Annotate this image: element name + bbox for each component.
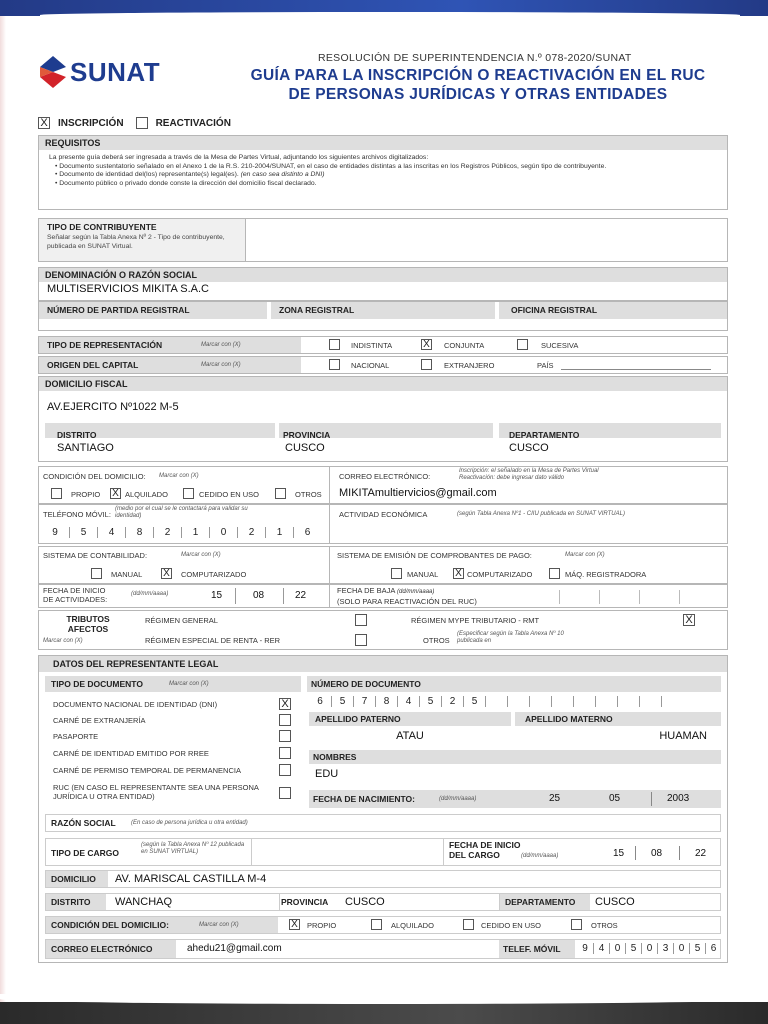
ap-paterno-label: APELLIDO PATERNO	[315, 714, 401, 724]
ap-paterno-field[interactable]: ATAU	[396, 730, 424, 742]
carne-permanencia-label: CARNÉ DE PERMISO TEMPORAL DE PERMANENCIA	[53, 766, 241, 775]
cedido-rep-checkbox[interactable]	[463, 919, 474, 930]
sucesiva-checkbox[interactable]	[517, 339, 528, 350]
capital-row	[38, 356, 728, 374]
carne-rree-checkbox[interactable]	[279, 747, 291, 759]
ruc-label: RUC (EN CASO EL REPRESENTANTE SEA UNA PERSONA JURÍDICA U OTRA ENTIDAD)	[53, 783, 259, 801]
otros-checkbox[interactable]	[275, 488, 286, 499]
nacional-label: NACIONAL	[351, 361, 390, 370]
logo-text: SUNAT	[70, 56, 161, 87]
baja-label-1	[337, 586, 477, 597]
carne-extranjeria-label: CARNÉ DE EXTRANJERÍA	[53, 716, 146, 725]
num-doc-label: NÚMERO DE DOCUMENTO	[311, 679, 421, 689]
otros-rep-checkbox[interactable]	[571, 919, 582, 930]
telefono-label: TELÉFONO MÓVIL:	[43, 510, 111, 519]
inicio-cargo-hint: (dd/mm/aaaa)	[521, 853, 559, 859]
regimen-mype-checkbox[interactable]: X	[683, 614, 695, 626]
condicion-rep-label: CONDICIÓN DEL DOMICILIO:	[51, 920, 169, 930]
tributos-label: TRIBUTOS AFECTOS	[66, 614, 110, 634]
provincia-label: PROVINCIA	[283, 430, 331, 440]
sunat-logo	[38, 52, 160, 92]
telefono-digit: 2	[237, 527, 265, 538]
regimen-general-label: RÉGIMEN GENERAL	[145, 616, 218, 625]
sistemas-row	[38, 546, 728, 584]
inicio-cargo-aa[interactable]: 22	[695, 848, 707, 859]
provincia-rep-field[interactable]: CUSCO	[345, 896, 385, 908]
title-line-1: GUÍA PARA LA INSCRIPCIÓN O REACTIVACIÓN EN EL RUC	[250, 67, 706, 84]
alquilado-label: ALQUILADO	[125, 490, 168, 499]
correo-rep-label: CORREO ELECTRÓNICO	[51, 944, 153, 954]
distrito-rep-field[interactable]: WANCHAQ	[115, 896, 173, 908]
tipo-cargo-hint: (según la Tabla Anexa Nº 12 publicada en SUNAT VIRTUAL)	[141, 842, 245, 855]
correo-rep-field[interactable]: ahedu21@gmail.com	[187, 943, 282, 954]
actividad-hint: (según Tabla Anexa Nº1 - CIIU publicada en SUNAT VIRTUAL)	[457, 511, 625, 517]
conjunta-label: CONJUNTA	[444, 341, 485, 350]
emision-computarizado-label: COMPUTARIZADO	[467, 570, 533, 579]
nacional-checkbox[interactable]	[329, 359, 340, 370]
regimen-general-checkbox[interactable]	[355, 614, 367, 626]
maquina-checkbox[interactable]	[549, 568, 560, 579]
oficina-registral-label: OFICINA REGISTRAL	[499, 302, 727, 319]
telefono-digit: 8	[125, 527, 153, 538]
contabilidad-hint: Marcar con (X)	[181, 552, 221, 558]
baja-label	[337, 586, 477, 606]
inicio-aa[interactable]: 22	[295, 590, 307, 601]
indistinta-label: INDISTINTA	[351, 341, 393, 350]
inicio-cargo-label-1: FECHA DE INICIO	[449, 840, 521, 850]
nacimiento-dd[interactable]: 25	[549, 793, 561, 804]
conjunta-checkbox[interactable]: X	[421, 339, 432, 350]
telefono-hint: (medio por el cual se le contactará para validar su identidad)	[115, 506, 248, 519]
domicilio-field[interactable]: AV.EJERCITO Nº1022 M-5	[47, 401, 179, 413]
domicilio-rep-label: DOMICILIO	[51, 874, 96, 884]
zona-registral-label: ZONA REGISTRAL	[271, 302, 495, 319]
distrito-rep-label: DISTRITO	[51, 897, 91, 907]
inicio-cargo-dd[interactable]: 15	[613, 848, 625, 859]
inicio-label	[43, 586, 107, 604]
num-doc-digit: 5	[463, 696, 485, 707]
propio-checkbox[interactable]	[51, 488, 62, 499]
contabilidad-manual-checkbox[interactable]	[91, 568, 102, 579]
tipo-cargo-label: TIPO DE CARGO	[51, 848, 120, 858]
fechas-row	[38, 584, 728, 608]
resolution-text: RESOLUCIÓN DE SUPERINTENDENCIA N.º 078-2020/SUNAT	[318, 52, 632, 64]
representacion-label: TIPO DE REPRESENTACIÓN	[47, 340, 163, 350]
condicion-rep-hint: Marcar con (X)	[199, 922, 239, 928]
baja-label-1-text: FECHA DE BAJA	[337, 586, 395, 595]
telef-rep-digits[interactable]	[577, 943, 721, 954]
condicion-label: CONDICIÓN DEL DOMICILIO:	[43, 472, 146, 481]
carne-permanencia-checkbox[interactable]	[279, 764, 291, 776]
requisito-item-3: • Documento público o privado donde conste la dirección del domicilio fiscal declarado.	[55, 179, 317, 187]
provincia-field[interactable]: CUSCO	[285, 442, 325, 454]
tramite-selector	[38, 117, 231, 129]
tipo-doc-hint: Marcar con (X)	[169, 681, 209, 687]
inicio-hint: (dd/mm/aaaa)	[131, 591, 169, 597]
otros-label: OTROS	[295, 490, 322, 499]
regimen-especial-checkbox[interactable]	[355, 634, 367, 646]
telef-digit: 0	[641, 943, 657, 954]
inicio-cargo-label-2: DEL CARGO	[449, 850, 500, 860]
extranjero-label: EXTRANJERO	[444, 361, 495, 370]
departamento-rep-label: DEPARTAMENTO	[505, 897, 576, 907]
telef-digit: 5	[625, 943, 641, 954]
ap-materno-label: APELLIDO MATERNO	[525, 714, 613, 724]
telefono-digits[interactable]	[41, 527, 321, 538]
title-line-2: DE PERSONAS JURÍDICAS Y OTRAS ENTIDADES	[288, 86, 668, 103]
telefono-digit: 6	[293, 527, 321, 538]
correo-field[interactable]: MIKITAmultiervicios@gmail.com	[339, 487, 497, 499]
condicion-hint: Marcar con (X)	[159, 473, 199, 479]
departamento-label: DEPARTAMENTO	[509, 430, 580, 440]
departamento-field[interactable]: CUSCO	[509, 442, 549, 454]
pais-label: PAÍS	[537, 361, 554, 370]
denominacion-section	[38, 267, 728, 301]
pasaporte-label: PASAPORTE	[53, 732, 99, 741]
domicilio-header: DOMICILIO FISCAL	[39, 377, 727, 391]
telef-rep-label: TELEF. MÓVIL	[503, 944, 561, 954]
inicio-cargo-mm[interactable]: 08	[651, 848, 663, 859]
pais-line[interactable]	[561, 369, 711, 370]
representacion-hint: Marcar con (X)	[201, 342, 241, 348]
alquilado-checkbox[interactable]: X	[110, 488, 121, 499]
condicion-correo-row	[38, 466, 728, 504]
capital-label: ORIGEN DEL CAPITAL	[47, 360, 139, 370]
requisito-item-2-note: (en caso sea distinto a DNI)	[240, 171, 325, 178]
capital-hint: Marcar con (X)	[201, 362, 241, 368]
nombres-field[interactable]: EDU	[315, 768, 339, 780]
ap-materno-field[interactable]: HUAMAN	[659, 730, 707, 742]
telefono-digit: 2	[153, 527, 181, 538]
partida-section	[38, 301, 728, 331]
page-title	[228, 66, 728, 104]
razon-social-field[interactable]: MULTISERVICIOS MIKITA S.A.C	[47, 283, 209, 295]
requisito-item-2	[49, 171, 721, 180]
nombres-label: NOMBRES	[313, 752, 357, 762]
telef-digit: 9	[582, 943, 588, 954]
razon-social-rep-hint: (En caso de persona jurídica u otra entidad)	[131, 820, 248, 826]
nacimiento-hint: (dd/mm/aaaa)	[439, 796, 477, 802]
tipo-contribuyente-section	[38, 218, 728, 262]
otros-tributos-hint: (Especificar según la Tabla Anexa Nº 10 publicada en	[457, 631, 564, 644]
ruc-checkbox[interactable]	[279, 787, 291, 799]
regimen-especial-label: RÉGIMEN ESPECIAL DE RENTA - RER	[145, 636, 281, 645]
dni-label: DOCUMENTO NACIONAL DE IDENTIDAD (DNI)	[53, 700, 218, 709]
num-doc-digit: 4	[397, 696, 419, 707]
baja-hint: (dd/mm/aaaa)	[397, 589, 435, 595]
maquina-label: MÁQ. REGISTRADORA	[565, 570, 647, 579]
telefono-digit: 0	[209, 527, 237, 538]
requisito-item-2-text: • Documento de identidad del(los) representante(s) legal(es).	[55, 171, 239, 178]
emision-manual-checkbox[interactable]	[391, 568, 402, 579]
contabilidad-computarizado-label: COMPUTARIZADO	[181, 570, 247, 579]
propio-rep-checkbox[interactable]: X	[289, 919, 300, 930]
nacimiento-aa[interactable]: 2003	[667, 793, 690, 804]
departamento-rep-field[interactable]: CUSCO	[595, 896, 635, 908]
distrito-label: DISTRITO	[57, 430, 97, 440]
indistinta-checkbox[interactable]	[329, 339, 340, 350]
left-edge	[0, 16, 6, 1006]
reactivacion-checkbox[interactable]	[136, 117, 148, 129]
extranjero-checkbox[interactable]	[421, 359, 432, 370]
actividad-label: ACTIVIDAD ECONÓMICA	[339, 510, 428, 519]
inscripcion-checkbox[interactable]: X	[38, 117, 50, 129]
denominacion-header: DENOMINACIÓN O RAZÓN SOCIAL	[39, 268, 727, 282]
contabilidad-computarizado-checkbox[interactable]: X	[161, 568, 172, 579]
emision-hint: Marcar con (X)	[565, 552, 605, 558]
representante-section	[38, 655, 728, 963]
numero-partida-label: NÚMERO DE PARTIDA REGISTRAL	[39, 302, 267, 319]
telefono-digit: 9	[52, 527, 58, 538]
contabilidad-label: SISTEMA DE CONTABILIDAD:	[43, 551, 148, 560]
alquilado-rep-label: ALQUILADO	[391, 921, 434, 930]
representante-header: DATOS DEL REPRESENTANTE LEGAL	[39, 656, 727, 672]
propio-label: PROPIO	[71, 490, 101, 499]
inicio-label-2: DE ACTIVIDADES:	[43, 595, 108, 604]
inicio-cargo-label	[449, 840, 520, 860]
requisitos-intro: La presente guía deberá ser ingresada a través de la Mesa de Partes Virtual, adjuntando los siguientes archivos digitalizados:	[49, 154, 429, 161]
emision-computarizado-checkbox[interactable]: X	[453, 568, 464, 579]
num-doc-digit: 7	[353, 696, 375, 707]
inscripcion-label: INSCRIPCIÓN	[58, 117, 124, 129]
razon-social-rep-label: RAZÓN SOCIAL	[51, 818, 116, 828]
domicilio-rep-field[interactable]: AV. MARISCAL CASTILLA M-4	[115, 873, 267, 885]
tipo-contribuyente-desc: Señalar según la Tabla Anexa Nº 2 - Tipo de contribuyente, publicada en SUNAT Virtual.	[47, 234, 225, 250]
otros-tributos-label: OTROS	[423, 636, 450, 645]
telefono-digit: 5	[69, 527, 97, 538]
telef-digit: 0	[609, 943, 625, 954]
carne-rree-label: CARNÉ DE IDENTIDAD EMITIDO POR RREE	[53, 749, 209, 758]
num-doc-digit: 5	[419, 696, 441, 707]
propio-rep-label: PROPIO	[307, 921, 337, 930]
correo-hint-1: Inscripción: el señalado en la Mesa de Partes Virtual	[459, 468, 599, 474]
telefono-actividad-row	[38, 504, 728, 544]
telef-digit: 6	[705, 943, 721, 954]
telef-digit: 0	[673, 943, 689, 954]
otros-rep-label: OTROS	[591, 921, 618, 930]
requisitos-header: REQUISITOS	[39, 136, 727, 150]
tributos-section	[38, 610, 728, 650]
reactivacion-label: REACTIVACIÓN	[155, 117, 231, 129]
num-doc-digit: 2	[441, 696, 463, 707]
telef-digit: 5	[689, 943, 705, 954]
correo-label: CORREO ELECTRÓNICO:	[339, 472, 431, 481]
telef-digit: 4	[593, 943, 609, 954]
sunat-logo-icon	[38, 55, 68, 89]
baja-label-2: (SOLO PARA REACTIVACIÓN DEL RUC)	[337, 597, 477, 606]
sucesiva-label: SUCESIVA	[541, 341, 579, 350]
telef-digit: 3	[657, 943, 673, 954]
cedido-label: CEDIDO EN USO	[199, 490, 260, 499]
telefono-digit: 1	[181, 527, 209, 538]
num-doc-digits[interactable]	[309, 696, 683, 707]
telefono-digit: 1	[265, 527, 293, 538]
pasaporte-checkbox[interactable]	[279, 730, 291, 742]
num-doc-digit: 6	[317, 696, 323, 707]
contabilidad-manual-label: MANUAL	[111, 570, 143, 579]
alquilado-rep-checkbox[interactable]	[371, 919, 382, 930]
correo-hint-2: Reactivación: debe ingresar dato válido	[459, 475, 565, 481]
requisitos-section	[38, 135, 728, 210]
telefono-digit: 4	[97, 527, 125, 538]
inicio-dd[interactable]: 15	[211, 590, 223, 601]
distrito-field[interactable]: SANTIAGO	[57, 442, 114, 454]
bottom-banner	[0, 1002, 768, 1024]
emision-label: SISTEMA DE EMISIÓN DE COMPROBANTES DE PAGO:	[337, 551, 532, 560]
dni-checkbox[interactable]: X	[279, 698, 291, 710]
top-banner	[0, 0, 768, 16]
nacimiento-mm[interactable]: 05	[609, 793, 621, 804]
num-doc-digit: 5	[331, 696, 353, 707]
cedido-rep-label: CEDIDO EN USO	[481, 921, 542, 930]
provincia-rep-label: PROVINCIA	[281, 897, 329, 907]
emision-manual-label: MANUAL	[407, 570, 439, 579]
requisito-item-1: • Documento sustentatorio señalado en el Anexo 1 de la R.S. 210-2004/SUNAT, en el caso de entidades distintas a las inscritas en los Registros Públicos, según tipo de contribuyente.	[55, 162, 607, 170]
nacimiento-label: FECHA DE NACIMIENTO:	[313, 794, 415, 804]
inicio-mm[interactable]: 08	[253, 590, 265, 601]
tipo-contribuyente-label: TIPO DE CONTRIBUYENTE	[47, 222, 157, 232]
tributos-hint: Marcar con (X)	[43, 638, 83, 644]
carne-extranjeria-checkbox[interactable]	[279, 714, 291, 726]
representacion-row	[38, 336, 728, 354]
num-doc-digit: 8	[375, 696, 397, 707]
inicio-label-1: FECHA DE INICIO	[43, 586, 106, 595]
regimen-mype-label: RÉGIMEN MYPE TRIBUTARIO - RMT	[411, 616, 540, 625]
tipo-doc-label: TIPO DE DOCUMENTO	[51, 679, 143, 689]
domicilio-section	[38, 376, 728, 462]
cedido-checkbox[interactable]	[183, 488, 194, 499]
